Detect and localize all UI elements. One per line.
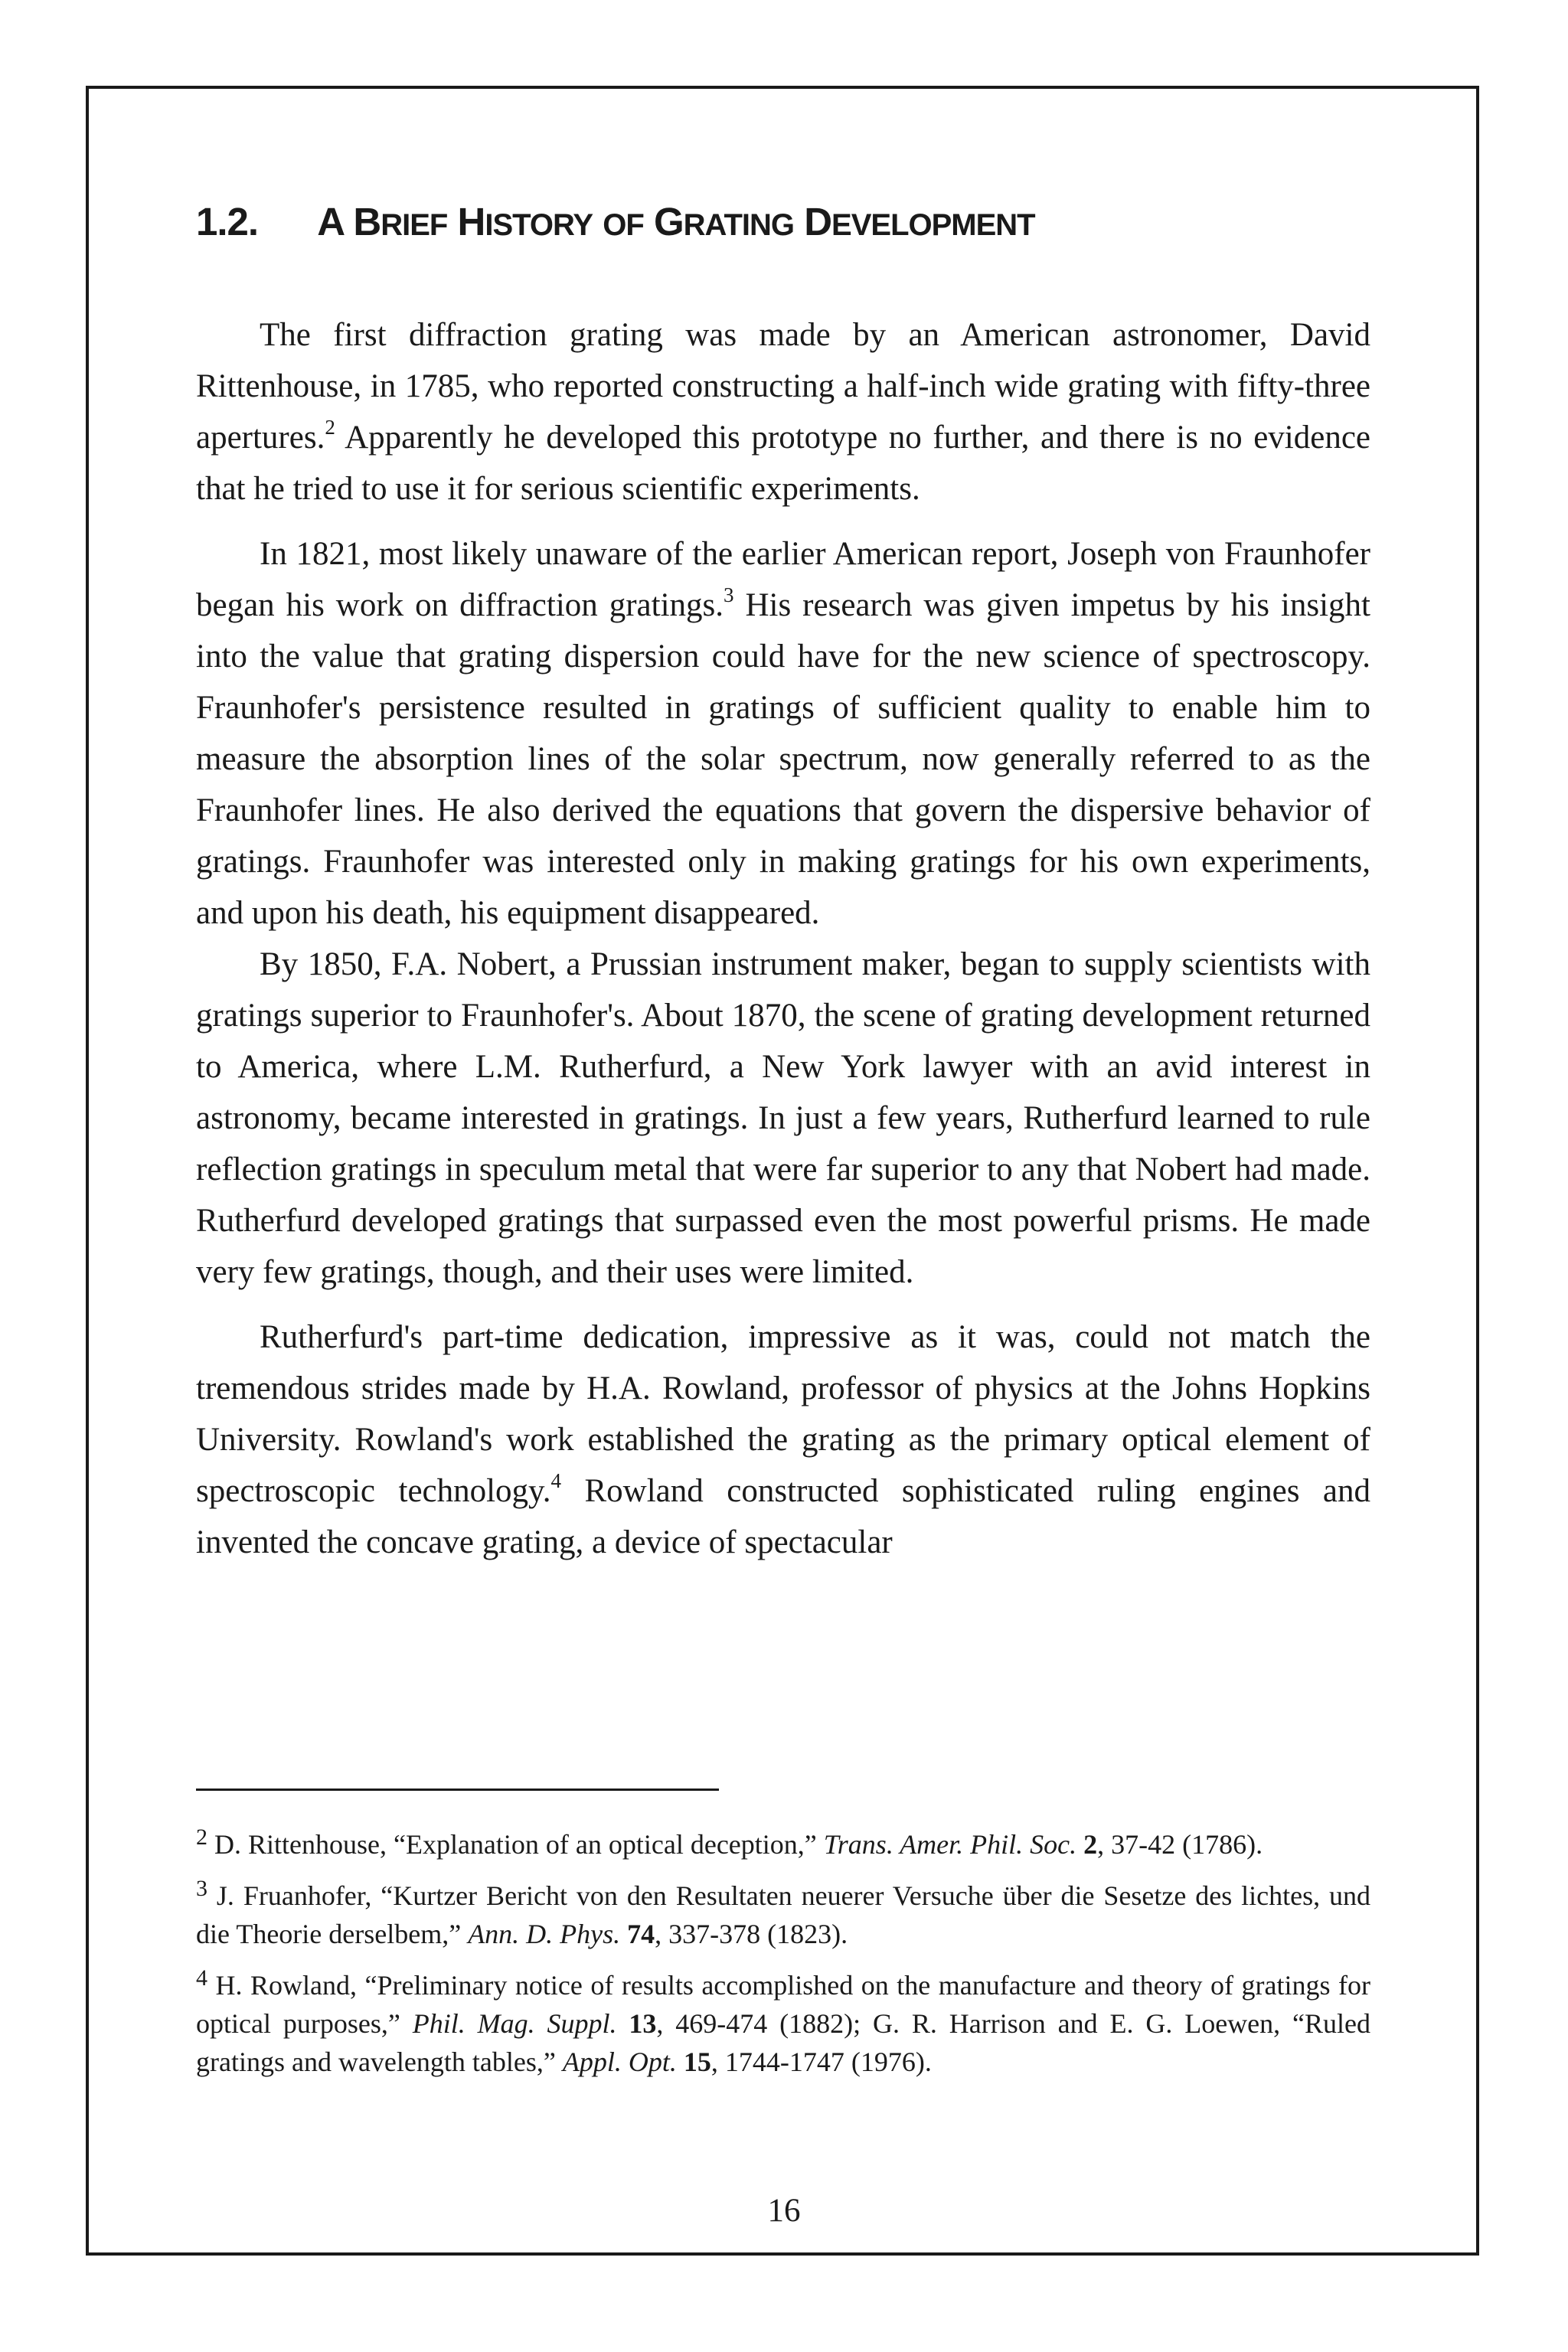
text-run: , 337-378 (1823). xyxy=(655,1919,848,1949)
title-word: HISTORY xyxy=(457,200,593,243)
section-heading xyxy=(196,195,1035,252)
paragraph xyxy=(196,939,1370,1298)
text-run: , 469-474 (1882); G. R. Harrison and E. G. Loewen, “Ruled gratings and wavelength tables,” xyxy=(196,2008,1371,2077)
volume-number: 15 xyxy=(683,2047,711,2077)
volume-number: 13 xyxy=(629,2008,657,2039)
text-run: Apparently he developed this prototype no further, and there is no evidence that he tried to use it for serious scientific experiments. xyxy=(196,420,1370,507)
journal-title: Ann. D. Phys. xyxy=(468,1919,621,1949)
text-run: H. Rowland, “Preliminary notice of results accomplished on the manufacture and theory of gratings for optical purposes,” xyxy=(196,1970,1370,2039)
title-word: BRIEF xyxy=(353,200,448,243)
paragraph xyxy=(196,528,1370,939)
text-run: D. Rittenhouse, “Explanation of an optical deception,” xyxy=(207,1829,824,1860)
text-run: The first diffraction grating was made by an American astronomer, David Rittenhouse, in 1785, who reported constructing a half-inch wide grating with fifty-three apertures. xyxy=(196,317,1370,456)
text-run xyxy=(1076,1829,1083,1860)
journal-title: Appl. Opt. xyxy=(562,2047,677,2077)
footnote xyxy=(196,1877,1370,1953)
footnote-marker: 2 xyxy=(196,1824,207,1850)
title-word: OF xyxy=(603,208,644,242)
footnote xyxy=(196,1966,1370,2081)
footnote-separator xyxy=(196,1788,719,1791)
footnote-reference: 4 xyxy=(550,1469,562,1492)
text-run: , 1744-1747 (1976). xyxy=(710,2047,932,2077)
footnote-marker: 3 xyxy=(196,1876,207,1901)
footnote-marker: 4 xyxy=(196,1965,207,1991)
footnotes xyxy=(196,1825,1370,2094)
text-run: , 37-42 (1786). xyxy=(1097,1829,1263,1860)
section-number: 1.2. xyxy=(196,200,259,243)
title-word: DEVELOPMENT xyxy=(804,200,1035,243)
text-run: J. Fruanhofer, “Kurtzer Bericht von den Resultaten neuerer Versuche über die Sesetze des lichtes, und die Theorie derselbem,” xyxy=(196,1880,1370,1949)
text-run xyxy=(616,2008,629,2039)
body-text xyxy=(196,309,1370,1582)
text-run: Rowland constructed sophisticated ruling engines and invented the concave grating, a device of spectacular xyxy=(196,1473,1371,1560)
text-run: By 1850, F.A. Nobert, a Prussian instrument maker, began to supply scientists with gratings superior to Fraunhofer's. About 1870, the scene of grating development returned to America, where L.M. Rutherfurd, a New York lawyer with an avid interest in astronomy, became interested in gratings. In just a few years, Rutherfurd learned to rule reflection gratings in speculum metal that were far superior to any that Nobert had made. Rutherfurd developed gratings that surpassed even the most powerful prisms. He made very few gratings, though, and their uses were limited. xyxy=(196,946,1370,1290)
footnote-reference: 2 xyxy=(325,416,335,439)
footnote xyxy=(196,1825,1370,1864)
page-number: 16 xyxy=(767,2193,801,2229)
volume-number: 2 xyxy=(1083,1829,1098,1860)
text-run xyxy=(620,1919,627,1949)
text-run: Rutherfurd's part-time dedication, impressive as it was, could not match the tremendous strides made by H.A. Rowland, professor of physics at the Johns Hopkins University. Rowland's work established the grating as the primary optical element of spectroscopic technology. xyxy=(196,1319,1370,1509)
text-run: His research was given impetus by his insight into the value that grating dispersion could have for the new science of spectroscopy. Fraunhofer's persistence resulted in gratings of sufficient quality to enable him to measure the absorption lines of the solar spectrum, now generally referred to as the Fraunhofer lines. He also derived the equations that govern the dispersive behavior of gratings. Fraunhofer was interested only in making gratings for his own experiments, and upon his death, his equipment disappeared. xyxy=(196,587,1370,931)
text-run xyxy=(677,2047,684,2077)
volume-number: 74 xyxy=(627,1919,655,1949)
paragraph xyxy=(196,309,1370,514)
paragraph xyxy=(196,1312,1370,1568)
title-word: A xyxy=(317,200,344,243)
section-title xyxy=(309,200,1035,243)
title-word: GRATING xyxy=(653,200,795,243)
text-run: In 1821, most likely unaware of the earlier American report, Joseph von Fraunhofer began his work on diffraction gratings. xyxy=(196,536,1370,623)
journal-title: Trans. Amer. Phil. Soc. xyxy=(823,1829,1077,1860)
journal-title: Phil. Mag. Suppl. xyxy=(412,2008,617,2039)
footnote-reference: 3 xyxy=(724,583,734,606)
